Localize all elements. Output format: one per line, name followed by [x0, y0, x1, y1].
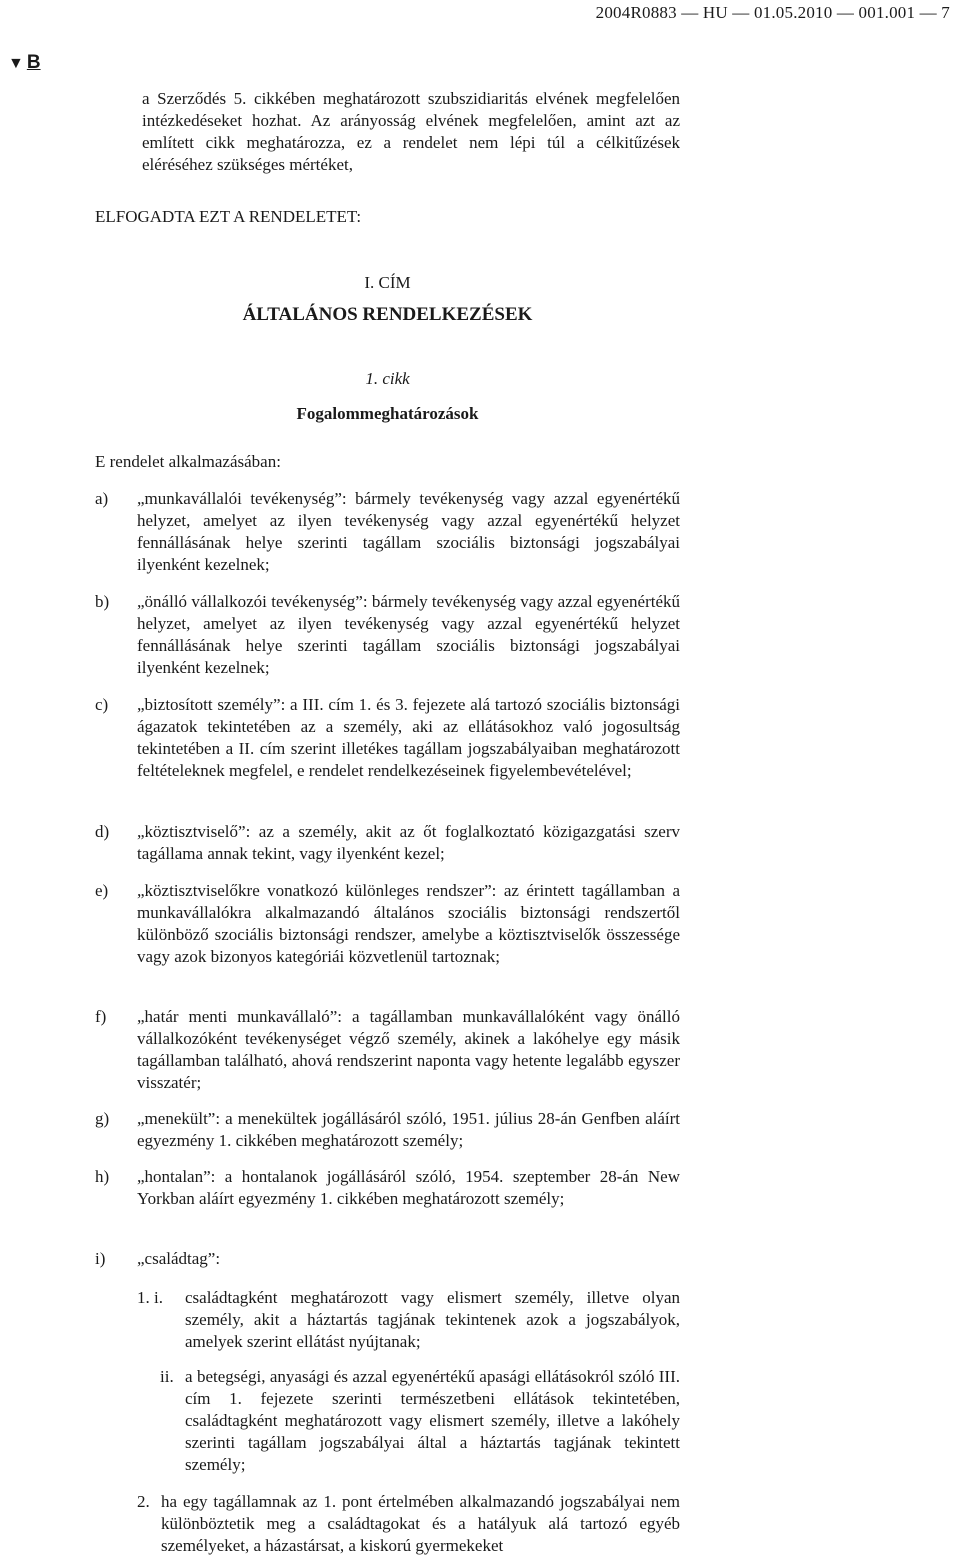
amendment-marker	[8, 52, 41, 75]
item-text: „munkavállalói tevékenység”: bármely tevékenység vagy azzal egyenértékű helyzet, amelyet az ilyen tevékenység vagy azzal egyenértékű helyzet fennállásának helye szerinti tagállam szociális biztonsági jogszabályai ilyenként kezelnek;	[137, 489, 680, 574]
item-text: „köztisztviselő”: az a személy, akit az őt foglalkoztató közigazgatási szerv tagállama annak tekint, vagy ilyenként kezel;	[137, 822, 680, 863]
article-number: 1. cikk	[365, 369, 410, 388]
sub-item-label: 1. i.	[137, 1288, 163, 1307]
triangle-down-icon: ▼	[8, 55, 24, 72]
item-label: h)	[95, 1167, 110, 1186]
item-label: f)	[95, 1007, 107, 1026]
sub-item-text: ha egy tagállamnak az 1. pont értelmében alkalmazandó jogszabályai nem különböztetik meg a családtagokat és a hatályuk alá tartozó egyéb személyeket, a házastársat, a kiskorú gyermekeket	[161, 1492, 680, 1555]
sub-item-text: családtagként meghatározott vagy elismert személy, illetve olyan személy, akit a háztartás tagjának tekintenek azok a jogszabályok, amelyek szerint ellátást nyújtanak;	[185, 1288, 680, 1351]
sub-item-label: 2.	[137, 1492, 150, 1511]
item-label: c)	[95, 695, 109, 714]
marker-letter: B	[26, 52, 41, 73]
item-label: a)	[95, 489, 109, 508]
article-title: Fogalommeghatározások	[296, 404, 479, 423]
page-header: 2004R0883 — HU — 01.05.2010 — 001.001 — 7	[595, 3, 950, 22]
title-number: I. CÍM	[364, 273, 411, 292]
item-text: „köztisztviselőkre vonatkozó különleges rendszer”: az érintett tagállamban a munkavállalókra alkalmazandó általános szociális biztonsági rendszertől különböző szociális biztonsági rendszer, amelybe a köztisztviselők összessége vagy azok bizonyos kategóriái közvetlenül tartoznak;	[137, 881, 680, 966]
lead-sentence: E rendelet alkalmazásában:	[95, 452, 281, 471]
item-text: „menekült”: a menekültek jogállásáról szóló, 1951. július 28-án Genfben aláírt egyezmény 1. cikkében meghatározott személy;	[137, 1109, 680, 1150]
intro-paragraph: a Szerződés 5. cikkében meghatározott szubszidiaritás elvének megfelelően intézkedéseket hozhat. Az arányosság elvének megfelelően, amint azt az említett cikk meghatározza, ez a rendelet nem lépi túl a célkitűzések eléréséhez szükséges mértéket,	[142, 89, 680, 174]
item-text: „családtag”:	[137, 1249, 221, 1268]
item-text: „határ menti munkavállaló”: a tagállamban munkavállalóként vagy önálló vállalkozóként tevékenységet végző személy, akinek a lakóhelye egy másik tagállamban található, ahová rendszerint naponta vagy hetente legalább egyszer visszatér;	[137, 1007, 680, 1092]
item-label: e)	[95, 881, 109, 900]
item-label: i)	[95, 1249, 106, 1268]
item-label: d)	[95, 822, 110, 841]
item-label: b)	[95, 592, 110, 611]
sub-item-label: ii.	[160, 1367, 174, 1386]
title-name: ÁLTALÁNOS RENDELKEZÉSEK	[242, 304, 533, 325]
sub-item-text: a betegségi, anyasági és azzal egyenértékű apasági ellátásokról szóló III. cím 1. fejezete szerinti természetbeni ellátások tekintetében, családtagként meghatározott vagy elismert személy, illetve a lakóhely szerinti tagállam jogszabályai által a háztartás tagjának tekintett személy;	[185, 1367, 680, 1474]
item-label: g)	[95, 1109, 110, 1128]
item-text: „önálló vállalkozói tevékenység”: bármely tevékenység vagy azzal egyenértékű helyzet, amelyet az ilyen tevékenység vagy azzal egyenértékű helyzet fennállásának helye szerinti tagállam szociális biztonsági jogszabályai ilyenként kezelnek;	[137, 592, 680, 677]
adoption-statement: ELFOGADTA EZT A RENDELETET:	[95, 207, 362, 226]
item-text: „hontalan”: a hontalanok jogállásáról szóló, 1954. szeptember 28-án New Yorkban aláírt egyezmény 1. cikkében meghatározott személy;	[137, 1167, 680, 1208]
item-text: „biztosított személy”: a III. cím 1. és 3. fejezete alá tartozó szociális biztonsági ágazatok tekintetében az a személy, aki az ellátásokhoz való jogosultság tekintetében a II. cím szerint illetékes tagállam jogszabályaiban meghatározott feltételeknek megfelel, e rendelet rendelkezéseinek figyelembevételével;	[137, 695, 680, 780]
